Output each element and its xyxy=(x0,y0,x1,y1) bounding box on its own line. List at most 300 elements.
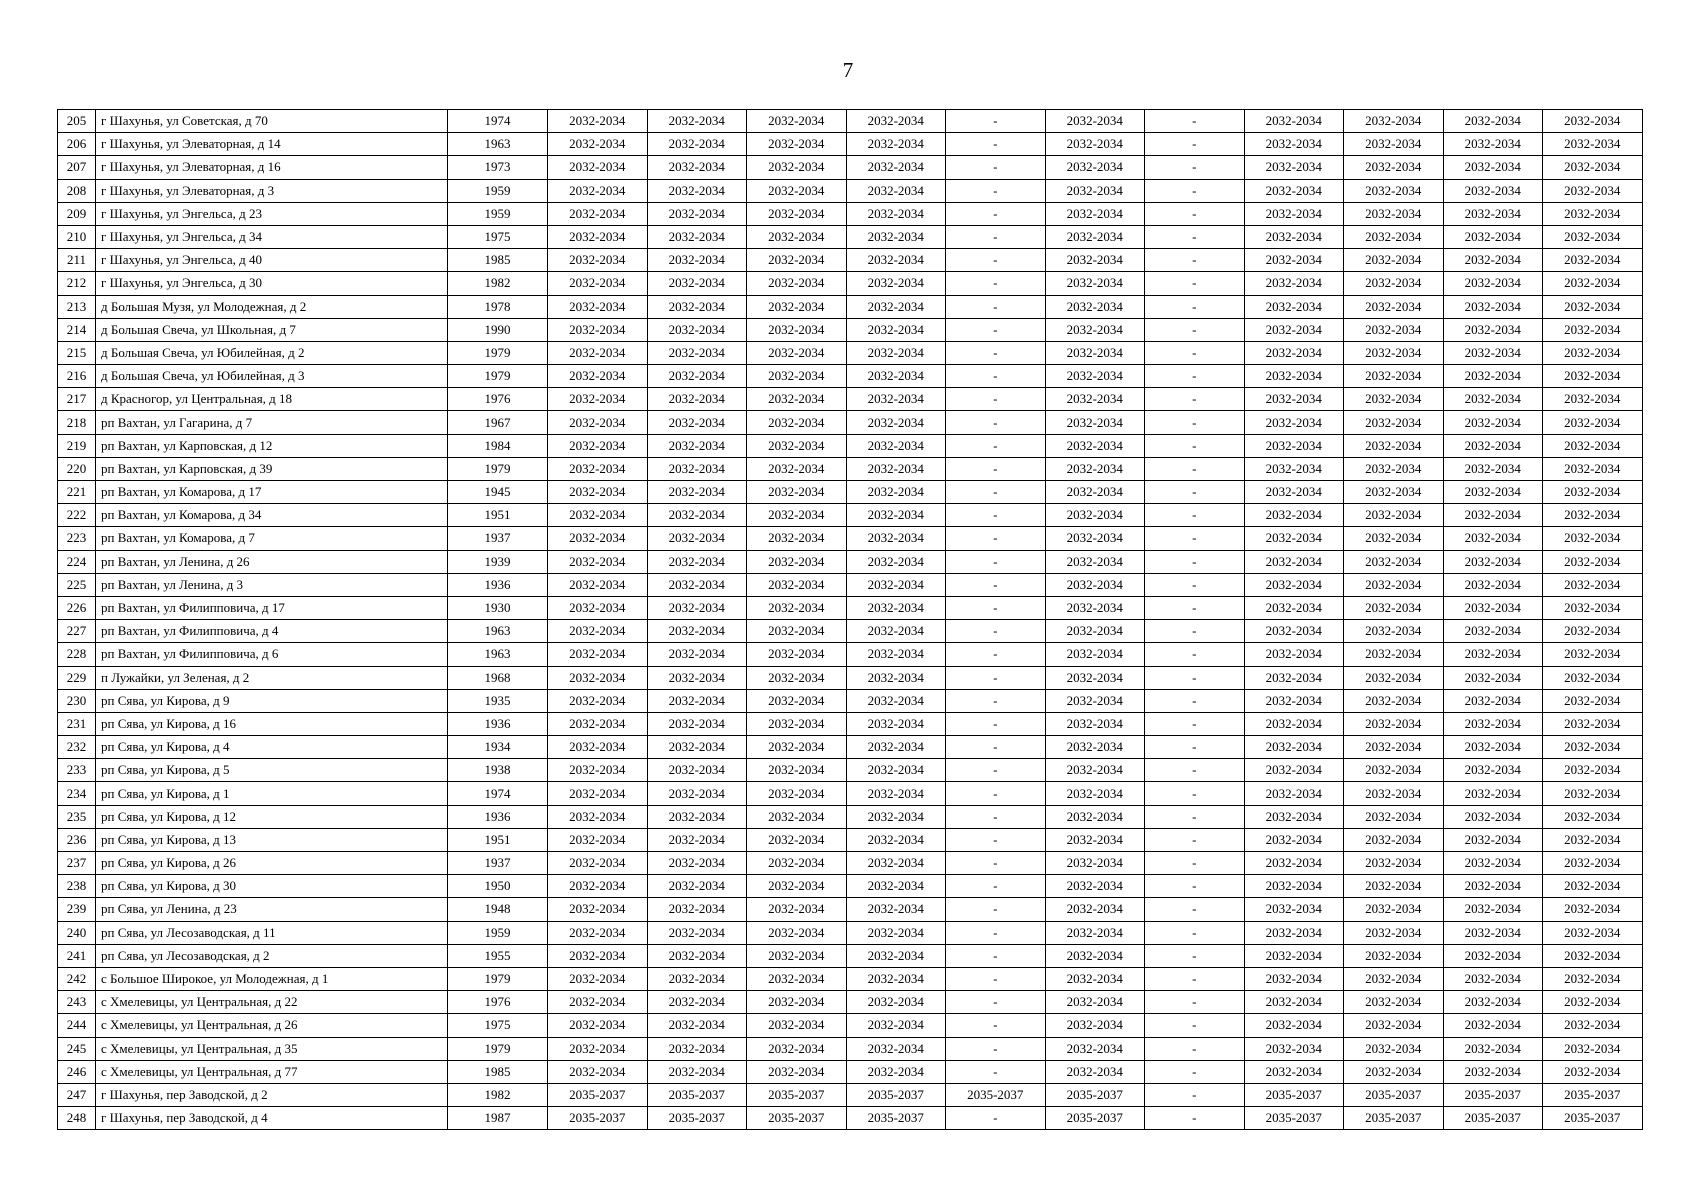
year-built-cell: 1975 xyxy=(448,1014,548,1037)
address-cell: рп Сява, ул Ленина, д 23 xyxy=(96,898,448,921)
repair-period-cell: - xyxy=(1145,411,1245,434)
repair-period-cell: 2032-2034 xyxy=(846,272,946,295)
repair-period-cell: 2032-2034 xyxy=(846,921,946,944)
table-row xyxy=(58,991,1643,1014)
repair-period-cell: 2032-2034 xyxy=(1045,225,1145,248)
repair-period-cell: 2032-2034 xyxy=(1543,202,1643,225)
year-built-cell: 1937 xyxy=(448,527,548,550)
repair-period-cell: 2032-2034 xyxy=(647,156,747,179)
repair-period-cell: 2032-2034 xyxy=(1443,225,1543,248)
repair-period-cell: 2032-2034 xyxy=(1045,921,1145,944)
table-row xyxy=(58,411,1643,434)
repair-period-cell: 2032-2034 xyxy=(747,805,847,828)
repair-period-cell: 2032-2034 xyxy=(846,527,946,550)
year-built-cell: 1974 xyxy=(448,782,548,805)
year-built-cell: 1979 xyxy=(448,341,548,364)
address-cell: рп Вахтан, ул Комарова, д 17 xyxy=(96,481,448,504)
address-cell: рп Сява, ул Кирова, д 13 xyxy=(96,828,448,851)
repair-period-cell: 2032-2034 xyxy=(846,110,946,133)
year-built-cell: 1978 xyxy=(448,295,548,318)
address-cell: рп Сява, ул Кирова, д 1 xyxy=(96,782,448,805)
repair-period-cell: 2032-2034 xyxy=(1443,620,1543,643)
row-number-cell: 246 xyxy=(58,1060,96,1083)
row-number-cell: 230 xyxy=(58,689,96,712)
repair-period-cell: 2032-2034 xyxy=(1344,759,1444,782)
repair-period-cell: 2032-2034 xyxy=(1244,156,1344,179)
repair-period-cell: 2032-2034 xyxy=(548,457,648,480)
table-row xyxy=(58,179,1643,202)
repair-period-cell: - xyxy=(1145,434,1245,457)
repair-period-cell: - xyxy=(1145,736,1245,759)
repair-period-cell: 2032-2034 xyxy=(548,828,648,851)
repair-period-cell: 2032-2034 xyxy=(548,550,648,573)
repair-period-cell: 2032-2034 xyxy=(846,388,946,411)
year-built-cell: 1959 xyxy=(448,921,548,944)
row-number-cell: 225 xyxy=(58,573,96,596)
repair-period-cell: - xyxy=(1145,875,1245,898)
year-built-cell: 1963 xyxy=(448,620,548,643)
repair-period-cell: 2032-2034 xyxy=(846,898,946,921)
row-number-cell: 209 xyxy=(58,202,96,225)
repair-period-cell: 2032-2034 xyxy=(747,411,847,434)
repair-period-cell: 2032-2034 xyxy=(548,341,648,364)
row-number-cell: 241 xyxy=(58,944,96,967)
repair-period-cell: 2032-2034 xyxy=(1344,550,1444,573)
table-row xyxy=(58,689,1643,712)
repair-period-cell: 2032-2034 xyxy=(647,1014,747,1037)
repair-period-cell: 2032-2034 xyxy=(1344,156,1444,179)
row-number-cell: 240 xyxy=(58,921,96,944)
repair-period-cell: 2032-2034 xyxy=(1244,852,1344,875)
row-number-cell: 220 xyxy=(58,457,96,480)
row-number-cell: 227 xyxy=(58,620,96,643)
repair-period-cell: 2032-2034 xyxy=(1543,272,1643,295)
repair-period-cell: - xyxy=(1145,388,1245,411)
repair-period-cell: 2032-2034 xyxy=(1443,1037,1543,1060)
repair-period-cell: 2032-2034 xyxy=(1344,736,1444,759)
repair-period-cell: 2032-2034 xyxy=(1543,828,1643,851)
repair-period-cell: 2032-2034 xyxy=(747,573,847,596)
repair-period-cell: 2032-2034 xyxy=(647,620,747,643)
address-cell: рп Вахтан, ул Гагарина, д 7 xyxy=(96,411,448,434)
repair-period-cell: 2032-2034 xyxy=(548,921,648,944)
repair-period-cell: 2032-2034 xyxy=(1344,341,1444,364)
repair-period-cell: 2032-2034 xyxy=(1244,620,1344,643)
repair-period-cell: 2035-2037 xyxy=(1443,1083,1543,1106)
row-number-cell: 214 xyxy=(58,318,96,341)
repair-period-cell: 2032-2034 xyxy=(1244,1037,1344,1060)
year-built-cell: 1976 xyxy=(448,388,548,411)
repair-period-cell: - xyxy=(1145,1107,1245,1130)
address-cell: г Шахунья, ул Энгельса, д 40 xyxy=(96,249,448,272)
repair-period-cell: - xyxy=(1145,110,1245,133)
repair-period-cell: 2032-2034 xyxy=(1443,689,1543,712)
table-row xyxy=(58,828,1643,851)
year-built-cell: 1937 xyxy=(448,852,548,875)
repair-period-cell: - xyxy=(1145,272,1245,295)
repair-period-cell: 2032-2034 xyxy=(548,805,648,828)
address-cell: рп Вахтан, ул Филипповича, д 4 xyxy=(96,620,448,643)
repair-period-cell: 2032-2034 xyxy=(747,967,847,990)
row-number-cell: 224 xyxy=(58,550,96,573)
repair-period-cell: - xyxy=(1145,643,1245,666)
repair-period-cell: 2032-2034 xyxy=(647,341,747,364)
repair-period-cell: 2032-2034 xyxy=(1443,481,1543,504)
table-row xyxy=(58,272,1643,295)
row-number-cell: 247 xyxy=(58,1083,96,1106)
table-row xyxy=(58,1060,1643,1083)
year-built-cell: 1951 xyxy=(448,828,548,851)
year-built-cell: 1967 xyxy=(448,411,548,434)
address-cell: рп Сява, ул Лесозаводская, д 11 xyxy=(96,921,448,944)
address-cell: п Лужайки, ул Зеленая, д 2 xyxy=(96,666,448,689)
repair-period-cell: 2032-2034 xyxy=(1543,225,1643,248)
repair-period-cell: 2032-2034 xyxy=(1443,1014,1543,1037)
repair-period-cell: 2035-2037 xyxy=(1244,1107,1344,1130)
repair-period-cell: - xyxy=(946,736,1046,759)
repair-period-cell: 2032-2034 xyxy=(747,457,847,480)
repair-period-cell: 2032-2034 xyxy=(1443,133,1543,156)
repair-period-cell: 2032-2034 xyxy=(1045,805,1145,828)
repair-period-cell: 2032-2034 xyxy=(1244,898,1344,921)
address-cell: с Хмелевицы, ул Центральная, д 77 xyxy=(96,1060,448,1083)
repair-period-cell: 2032-2034 xyxy=(1344,318,1444,341)
repair-period-cell: 2032-2034 xyxy=(846,457,946,480)
repair-period-cell: 2032-2034 xyxy=(1344,712,1444,735)
repair-period-cell: 2032-2034 xyxy=(647,550,747,573)
repair-period-cell: 2032-2034 xyxy=(1244,179,1344,202)
repair-period-cell: 2032-2034 xyxy=(548,1037,648,1060)
repair-period-cell: 2032-2034 xyxy=(1045,944,1145,967)
repair-period-cell: 2032-2034 xyxy=(1443,712,1543,735)
repair-period-cell: 2032-2034 xyxy=(1045,527,1145,550)
repair-period-cell: 2032-2034 xyxy=(747,388,847,411)
repair-period-cell: 2032-2034 xyxy=(846,411,946,434)
repair-period-cell: 2032-2034 xyxy=(846,712,946,735)
repair-period-cell: 2032-2034 xyxy=(1344,666,1444,689)
repair-period-cell: 2032-2034 xyxy=(1543,341,1643,364)
repair-period-cell: 2032-2034 xyxy=(1045,295,1145,318)
repair-period-cell: 2032-2034 xyxy=(1543,1014,1643,1037)
repair-period-cell: 2032-2034 xyxy=(1344,202,1444,225)
repair-period-cell: - xyxy=(946,573,1046,596)
address-cell: рп Сява, ул Кирова, д 9 xyxy=(96,689,448,712)
repair-period-cell: 2032-2034 xyxy=(1344,249,1444,272)
repair-period-cell: - xyxy=(946,365,1046,388)
repair-period-cell: 2032-2034 xyxy=(1045,620,1145,643)
repair-period-cell: 2032-2034 xyxy=(1045,898,1145,921)
repair-period-cell: 2032-2034 xyxy=(747,341,847,364)
repair-period-cell: 2032-2034 xyxy=(1244,573,1344,596)
repair-period-cell: 2032-2034 xyxy=(846,156,946,179)
table-row xyxy=(58,388,1643,411)
repair-period-cell: 2032-2034 xyxy=(747,759,847,782)
repair-period-cell: 2032-2034 xyxy=(1443,573,1543,596)
table-row xyxy=(58,1037,1643,1060)
repair-period-cell: 2032-2034 xyxy=(1244,643,1344,666)
repair-period-cell: 2032-2034 xyxy=(1344,388,1444,411)
repair-period-cell: 2035-2037 xyxy=(548,1083,648,1106)
year-built-cell: 1936 xyxy=(448,573,548,596)
address-cell: рп Вахтан, ул Карповская, д 39 xyxy=(96,457,448,480)
repair-period-cell: 2032-2034 xyxy=(1443,921,1543,944)
table-row xyxy=(58,110,1643,133)
repair-period-cell: 2032-2034 xyxy=(1344,133,1444,156)
repair-period-cell: - xyxy=(946,341,1046,364)
repair-period-cell: - xyxy=(946,689,1046,712)
repair-period-cell: 2032-2034 xyxy=(1344,527,1444,550)
repair-period-cell: 2032-2034 xyxy=(647,318,747,341)
repair-period-cell: 2032-2034 xyxy=(846,967,946,990)
repair-period-cell: 2032-2034 xyxy=(647,712,747,735)
row-number-cell: 213 xyxy=(58,295,96,318)
repair-period-cell: 2032-2034 xyxy=(647,782,747,805)
table-row xyxy=(58,504,1643,527)
repair-period-cell: 2032-2034 xyxy=(1344,504,1444,527)
repair-period-cell: 2032-2034 xyxy=(747,318,847,341)
repair-period-cell: 2032-2034 xyxy=(548,249,648,272)
repair-period-cell: - xyxy=(1145,295,1245,318)
repair-period-cell: 2032-2034 xyxy=(1344,481,1444,504)
repair-period-cell: 2032-2034 xyxy=(1344,828,1444,851)
address-cell: рп Сява, ул Кирова, д 5 xyxy=(96,759,448,782)
repair-period-cell: 2032-2034 xyxy=(548,179,648,202)
row-number-cell: 232 xyxy=(58,736,96,759)
repair-period-cell: - xyxy=(946,828,1046,851)
repair-period-cell: 2032-2034 xyxy=(747,434,847,457)
table-row xyxy=(58,318,1643,341)
repair-period-cell: - xyxy=(1145,156,1245,179)
repair-period-cell: 2032-2034 xyxy=(548,272,648,295)
address-cell: д Большая Музя, ул Молодежная, д 2 xyxy=(96,295,448,318)
repair-period-cell: 2032-2034 xyxy=(647,249,747,272)
repair-period-cell: 2032-2034 xyxy=(1344,643,1444,666)
repair-period-cell: - xyxy=(946,1107,1046,1130)
repair-period-cell: 2032-2034 xyxy=(1344,782,1444,805)
repair-period-cell: - xyxy=(946,272,1046,295)
table-row xyxy=(58,967,1643,990)
repair-period-cell: 2032-2034 xyxy=(846,805,946,828)
table-row xyxy=(58,1014,1643,1037)
repair-period-cell: 2032-2034 xyxy=(647,179,747,202)
repair-period-cell: 2032-2034 xyxy=(548,712,648,735)
address-cell: г Шахунья, пер Заводской, д 4 xyxy=(96,1107,448,1130)
repair-period-cell: 2032-2034 xyxy=(548,133,648,156)
address-cell: рп Вахтан, ул Ленина, д 3 xyxy=(96,573,448,596)
address-cell: рп Вахтан, ул Ленина, д 26 xyxy=(96,550,448,573)
address-cell: с Хмелевицы, ул Центральная, д 26 xyxy=(96,1014,448,1037)
repair-period-cell: 2032-2034 xyxy=(1344,457,1444,480)
repair-period-cell: 2032-2034 xyxy=(1244,921,1344,944)
repair-period-cell: 2032-2034 xyxy=(1443,875,1543,898)
year-built-cell: 1963 xyxy=(448,133,548,156)
repair-period-cell: 2032-2034 xyxy=(1244,481,1344,504)
repair-period-cell: 2032-2034 xyxy=(647,596,747,619)
repair-period-cell: 2032-2034 xyxy=(1543,527,1643,550)
repair-period-cell: - xyxy=(1145,318,1245,341)
repair-period-cell: 2032-2034 xyxy=(747,944,847,967)
table-body xyxy=(58,110,1643,1130)
repair-period-cell: 2032-2034 xyxy=(1344,573,1444,596)
address-cell: с Большое Широкое, ул Молодежная, д 1 xyxy=(96,967,448,990)
repair-period-cell: - xyxy=(946,643,1046,666)
repair-period-cell: 2032-2034 xyxy=(846,991,946,1014)
repair-period-cell: 2032-2034 xyxy=(846,573,946,596)
repair-period-cell: 2032-2034 xyxy=(846,944,946,967)
repair-period-cell: 2032-2034 xyxy=(1543,759,1643,782)
repair-period-cell: 2032-2034 xyxy=(647,921,747,944)
repair-period-cell: 2032-2034 xyxy=(548,689,648,712)
repair-period-cell: 2032-2034 xyxy=(1543,875,1643,898)
repair-period-cell: 2032-2034 xyxy=(647,666,747,689)
repair-period-cell: 2032-2034 xyxy=(1443,365,1543,388)
row-number-cell: 236 xyxy=(58,828,96,851)
repair-period-cell: 2032-2034 xyxy=(1045,504,1145,527)
repair-period-cell: 2032-2034 xyxy=(1543,712,1643,735)
address-cell: г Шахунья, пер Заводской, д 2 xyxy=(96,1083,448,1106)
row-number-cell: 238 xyxy=(58,875,96,898)
repair-period-cell: - xyxy=(946,202,1046,225)
repair-period-cell: 2032-2034 xyxy=(1045,202,1145,225)
repair-period-cell: 2032-2034 xyxy=(747,643,847,666)
repair-period-cell: 2032-2034 xyxy=(1543,596,1643,619)
repair-period-cell: 2032-2034 xyxy=(647,295,747,318)
repair-period-cell: 2032-2034 xyxy=(647,852,747,875)
repair-period-cell: - xyxy=(1145,596,1245,619)
repair-period-cell: 2032-2034 xyxy=(548,225,648,248)
repair-period-cell: 2032-2034 xyxy=(647,457,747,480)
repair-period-cell: - xyxy=(1145,898,1245,921)
repair-period-cell: - xyxy=(946,1014,1046,1037)
repair-period-cell: 2032-2034 xyxy=(1543,689,1643,712)
repair-period-cell: 2032-2034 xyxy=(1244,666,1344,689)
row-number-cell: 231 xyxy=(58,712,96,735)
repair-period-cell: 2032-2034 xyxy=(846,434,946,457)
address-cell: рп Сява, ул Лесозаводская, д 2 xyxy=(96,944,448,967)
repair-period-cell: 2032-2034 xyxy=(1344,852,1444,875)
repair-period-cell: - xyxy=(1145,944,1245,967)
repair-period-cell: 2032-2034 xyxy=(747,596,847,619)
repair-period-cell: 2032-2034 xyxy=(548,527,648,550)
year-built-cell: 1948 xyxy=(448,898,548,921)
row-number-cell: 221 xyxy=(58,481,96,504)
year-built-cell: 1945 xyxy=(448,481,548,504)
repair-period-cell: 2032-2034 xyxy=(747,249,847,272)
repair-period-cell: 2032-2034 xyxy=(1244,434,1344,457)
table-row xyxy=(58,527,1643,550)
repair-period-cell: 2032-2034 xyxy=(1344,434,1444,457)
repair-period-cell: - xyxy=(946,434,1046,457)
address-cell: рп Вахтан, ул Филипповича, д 6 xyxy=(96,643,448,666)
repair-period-cell: - xyxy=(1145,249,1245,272)
repair-period-cell: 2032-2034 xyxy=(548,434,648,457)
repair-period-cell: 2032-2034 xyxy=(1244,736,1344,759)
repair-period-cell: - xyxy=(1145,1083,1245,1106)
row-number-cell: 211 xyxy=(58,249,96,272)
repair-period-cell: 2032-2034 xyxy=(747,365,847,388)
repair-period-cell: 2032-2034 xyxy=(747,550,847,573)
repair-period-cell: 2032-2034 xyxy=(1543,944,1643,967)
repair-period-cell: 2032-2034 xyxy=(647,875,747,898)
repair-period-cell: 2032-2034 xyxy=(747,202,847,225)
repair-period-cell: 2032-2034 xyxy=(1443,805,1543,828)
repair-period-cell: 2035-2037 xyxy=(747,1107,847,1130)
repair-period-cell: 2032-2034 xyxy=(1543,434,1643,457)
repair-period-cell: 2032-2034 xyxy=(1045,712,1145,735)
repair-period-cell: 2035-2037 xyxy=(1244,1083,1344,1106)
repair-period-cell: - xyxy=(1145,782,1245,805)
repair-period-cell: 2032-2034 xyxy=(1543,782,1643,805)
repair-period-cell: 2032-2034 xyxy=(548,411,648,434)
repair-period-cell: - xyxy=(946,249,1046,272)
year-built-cell: 1985 xyxy=(448,1060,548,1083)
repair-period-cell: - xyxy=(946,295,1046,318)
repair-period-cell: 2032-2034 xyxy=(1344,805,1444,828)
repair-period-cell: - xyxy=(946,133,1046,156)
repair-period-cell: - xyxy=(946,967,1046,990)
repair-period-cell: 2032-2034 xyxy=(1344,272,1444,295)
address-cell: рп Вахтан, ул Карповская, д 12 xyxy=(96,434,448,457)
repair-period-cell: 2032-2034 xyxy=(1045,828,1145,851)
address-cell: с Хмелевицы, ул Центральная, д 22 xyxy=(96,991,448,1014)
repair-period-cell: 2032-2034 xyxy=(1244,388,1344,411)
repair-period-cell: 2032-2034 xyxy=(1443,898,1543,921)
repair-period-cell: 2032-2034 xyxy=(1443,179,1543,202)
table-row xyxy=(58,666,1643,689)
repair-period-cell: 2032-2034 xyxy=(1443,457,1543,480)
repair-period-cell: 2032-2034 xyxy=(1443,643,1543,666)
repair-period-cell: - xyxy=(1145,620,1245,643)
repair-period-cell: 2032-2034 xyxy=(1543,1060,1643,1083)
repair-period-cell: 2032-2034 xyxy=(846,504,946,527)
repair-period-cell: 2032-2034 xyxy=(1045,689,1145,712)
repair-period-cell: 2032-2034 xyxy=(846,759,946,782)
repair-period-cell: 2032-2034 xyxy=(1543,110,1643,133)
row-number-cell: 242 xyxy=(58,967,96,990)
repair-period-cell: 2032-2034 xyxy=(846,225,946,248)
repair-period-cell: - xyxy=(1145,225,1245,248)
repair-period-cell: 2032-2034 xyxy=(1045,249,1145,272)
table-row xyxy=(58,1083,1643,1106)
repair-period-cell: 2035-2037 xyxy=(1543,1107,1643,1130)
repair-period-cell: 2032-2034 xyxy=(1344,1014,1444,1037)
repair-period-cell: 2032-2034 xyxy=(1543,967,1643,990)
repair-period-cell: - xyxy=(1145,573,1245,596)
row-number-cell: 218 xyxy=(58,411,96,434)
repair-period-cell: 2032-2034 xyxy=(1443,596,1543,619)
repair-period-cell: 2032-2034 xyxy=(1344,365,1444,388)
repair-period-cell: 2032-2034 xyxy=(747,712,847,735)
repair-period-cell: 2032-2034 xyxy=(1045,318,1145,341)
repair-period-cell: 2032-2034 xyxy=(1045,133,1145,156)
repair-period-cell: - xyxy=(946,782,1046,805)
repair-period-cell: 2032-2034 xyxy=(1543,1037,1643,1060)
year-built-cell: 1936 xyxy=(448,712,548,735)
repair-period-cell: 2032-2034 xyxy=(747,527,847,550)
repair-period-cell: 2032-2034 xyxy=(1344,898,1444,921)
address-cell: г Шахунья, ул Энгельса, д 23 xyxy=(96,202,448,225)
repair-period-cell: - xyxy=(946,318,1046,341)
repair-period-cell: 2032-2034 xyxy=(1543,643,1643,666)
repair-period-cell: 2032-2034 xyxy=(1045,759,1145,782)
repair-period-cell: 2032-2034 xyxy=(1244,712,1344,735)
repair-period-cell: - xyxy=(1145,341,1245,364)
repair-period-cell: 2032-2034 xyxy=(1443,991,1543,1014)
repair-period-cell: - xyxy=(946,388,1046,411)
repair-period-cell: 2032-2034 xyxy=(747,620,847,643)
address-cell: с Хмелевицы, ул Центральная, д 35 xyxy=(96,1037,448,1060)
repair-period-cell: 2032-2034 xyxy=(1045,457,1145,480)
